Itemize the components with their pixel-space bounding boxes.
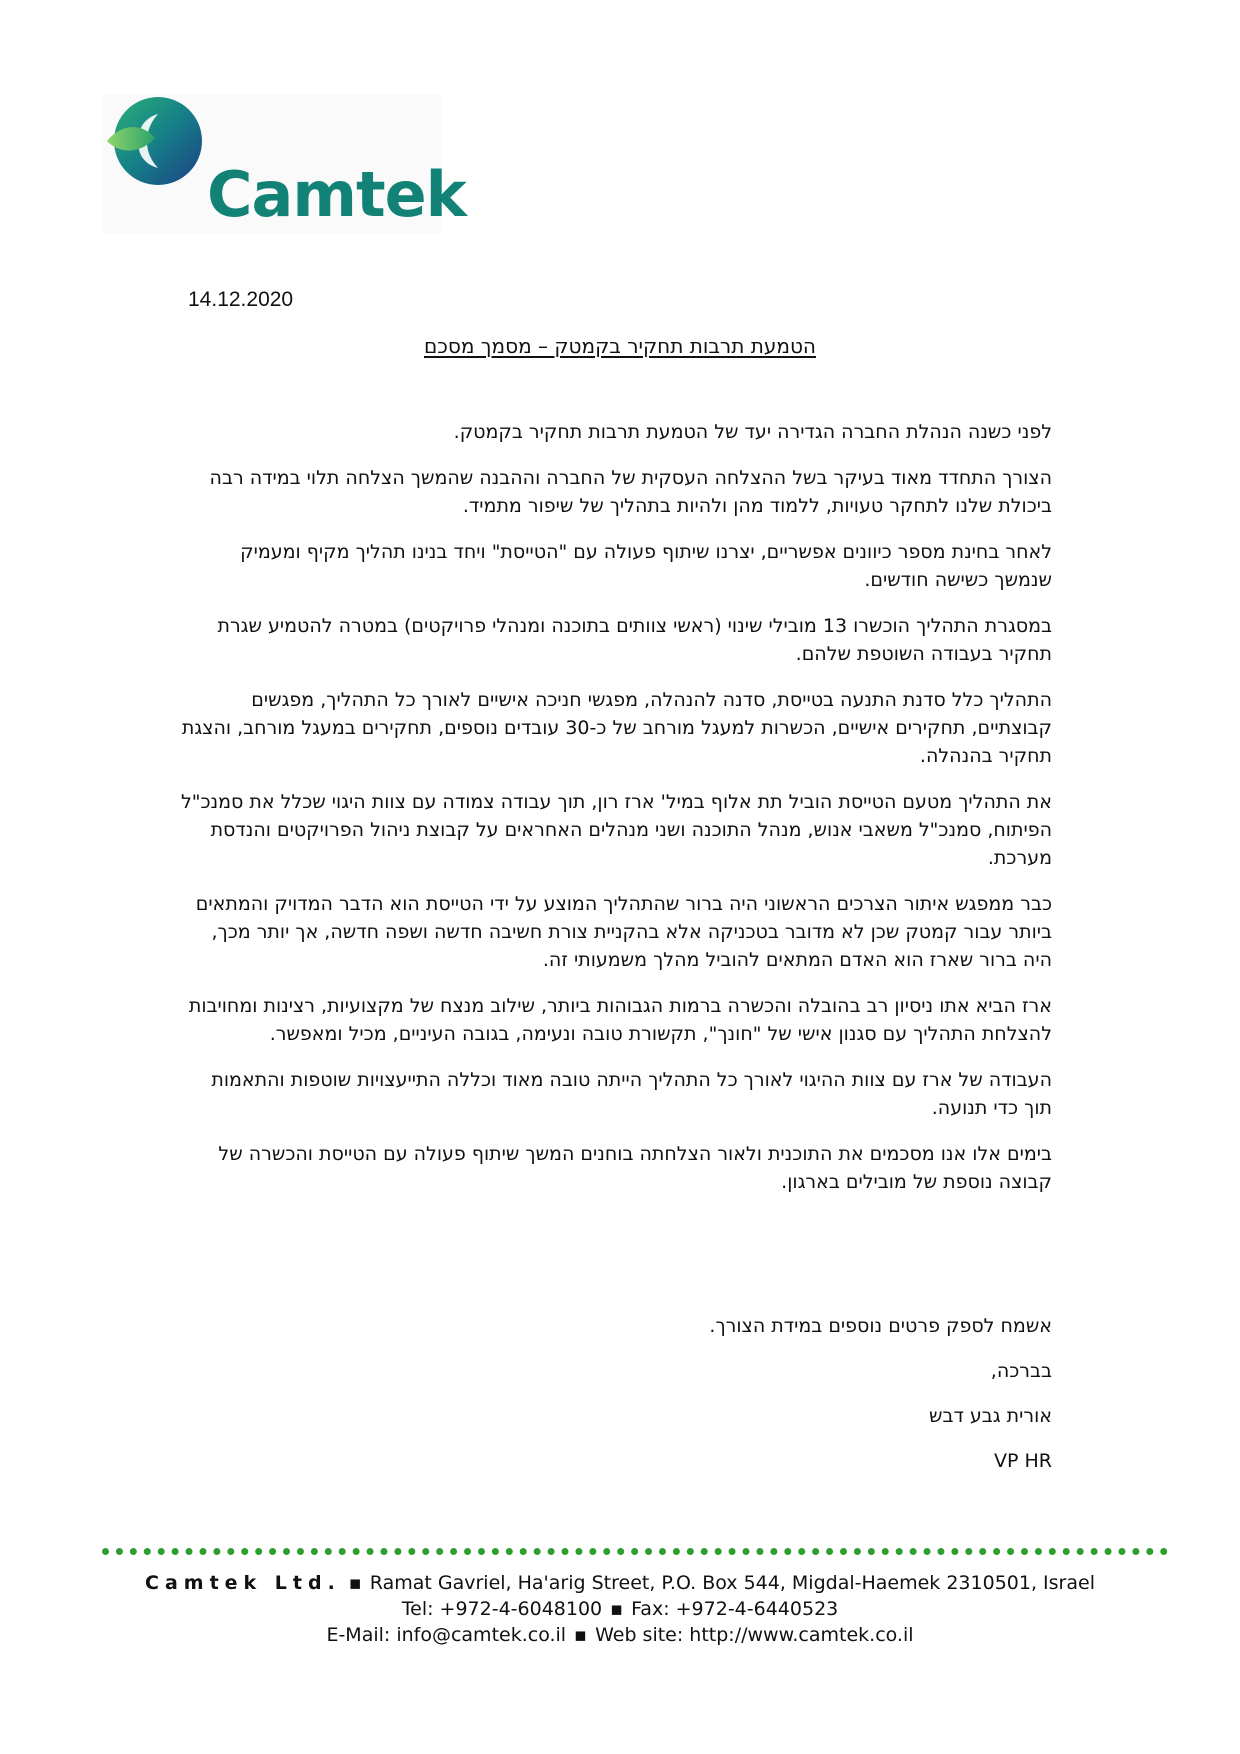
paragraph: לפני כשנה הנהלת החברה הגדירה יעד של הטמעת תרבות תחקיר בקמטק. bbox=[453, 421, 1052, 443]
footer-separator: ▪ bbox=[348, 1572, 362, 1594]
letter-footer bbox=[0, 1570, 1240, 1648]
signoff-block bbox=[180, 1312, 1052, 1492]
signatory-name: אורית גבע דבש bbox=[929, 1405, 1052, 1427]
letter-date: 14.12.2020 bbox=[188, 288, 294, 311]
footer-fax: Fax: +972-4-6440523 bbox=[631, 1598, 839, 1620]
document-title-text: הטמעת תרבות תחקיר בקמטק – מסמך מסכם bbox=[424, 334, 816, 358]
paragraph: התהליך כלל סדנת התנעה בטייסת, סדנה להנהלה, מפגשי חניכה אישיים לאורך כל התהליך, מפגשים קבוצתיים, תחקירים אישיים, הכשרות למעגל מורחב של כ-30 עובדים נוספים, תחקירים במעגל מורחב, והצגת תחקיר בהנהלה. bbox=[181, 689, 1052, 767]
paragraph: כבר ממפגש איתור הצרכים הראשוני היה ברור שהתהליך המוצע על ידי הטייסת הוא הדבר המדויק והמתאים ביותר עבור קמטק שכן לא מדובר בטכניקה אלא בהקניית צורת חשיבה חדשה ושפה חדשה, אך יותר מכך, היה ברור שארז הוא האדם המתאים להוביל מהלך משמעותי זה. bbox=[195, 893, 1052, 971]
signatory-role bbox=[180, 1447, 1052, 1492]
paragraph: לאחר בחינת מספר כיוונים אפשריים, יצרנו שיתוף פעולה עם "הטייסת" ויחד בנינו תהליך מקיף ומעמיק שנמשך כשישה חודשים. bbox=[240, 541, 1052, 591]
paragraph: הצורך התחדד מאוד בעיקר בשל ההצלחה העסקית של החברה וההבנה שהמשך הצלחה תלוי במידה רבה ביכולת שלנו לתחקר טעויות, ללמוד מהן ולהיות בתהליך של שיפור מתמיד. bbox=[209, 467, 1052, 517]
footer-line-2 bbox=[0, 1596, 1240, 1622]
footer-email[interactable]: E-Mail: info@camtek.co.il bbox=[326, 1624, 567, 1646]
letter-body bbox=[180, 418, 1052, 1214]
paragraph: בימים אלו אנו מסכמים את התוכנית ולאור הצלחתה בוחנים המשך שיתוף פעולה עם הטייסת והכשרה של קבוצה נוספת של מובילים בארגון. bbox=[218, 1143, 1052, 1193]
footer-address: Ramat Gavriel, Ha'arig Street, P.O. Box 544, Migdal-Haemek 2310501, Israel bbox=[369, 1572, 1095, 1594]
closing-offer: אשמח לספק פרטים נוספים במידת הצורך. bbox=[709, 1315, 1052, 1337]
camtek-logo-mark-icon bbox=[103, 94, 213, 194]
footer-line-1 bbox=[0, 1570, 1240, 1596]
closing-greeting: בברכה, bbox=[990, 1360, 1052, 1382]
footer-company: Camtek Ltd. bbox=[145, 1572, 341, 1594]
footer-tel: Tel: +972-4-6048100 bbox=[401, 1598, 603, 1620]
signatory-role-text: VP HR bbox=[994, 1450, 1052, 1472]
document-title bbox=[0, 334, 1240, 358]
footer-separator: ▪ bbox=[610, 1598, 624, 1620]
paragraph: העבודה של ארז עם צוות ההיגוי לאורך כל התהליך הייתה טובה מאוד וכללה התייעצויות שוטפות והתאמות תוך כדי תנועה. bbox=[211, 1069, 1052, 1119]
logo-wordmark: Camtek bbox=[207, 158, 466, 231]
footer-website[interactable]: Web site: http://www.camtek.co.il bbox=[595, 1624, 914, 1646]
footer-separator: ▪ bbox=[574, 1624, 588, 1646]
paragraph: ארז הביא אתו ניסיון רב בהובלה והכשרה ברמות הגבוהות ביותר, שילוב מנצח של מקצועיות, רצינות ומחויבות להצלחת התהליך עם סגנון אישי של "חונך", תקשורת טובה ונעימה, בגובה העיניים, מכיל ומאפשר. bbox=[188, 995, 1052, 1045]
paragraph: במסגרת התהליך הוכשרו 13 מובילי שינוי (ראשי צוותים בתוכנה ומנהלי פרויקטים) במטרה להטמיע שגרת תחקיר בעבודה השוטפת שלהם. bbox=[217, 615, 1052, 665]
company-logo bbox=[103, 94, 466, 234]
footer-divider bbox=[102, 1548, 1168, 1555]
paragraph: את התהליך מטעם הטייסת הוביל תת אלוף במיל' ארז רון, תוך עבודה צמודה עם צוות היגוי שכלל את סמנכ"ל הפיתוח, סמנכ"ל משאבי אנוש, מנהל התוכנה ושני מנהלים האחראים על קבוצת ניהול הפרויקטים והנדסת מערכת. bbox=[180, 791, 1052, 869]
footer-line-3 bbox=[0, 1622, 1240, 1648]
